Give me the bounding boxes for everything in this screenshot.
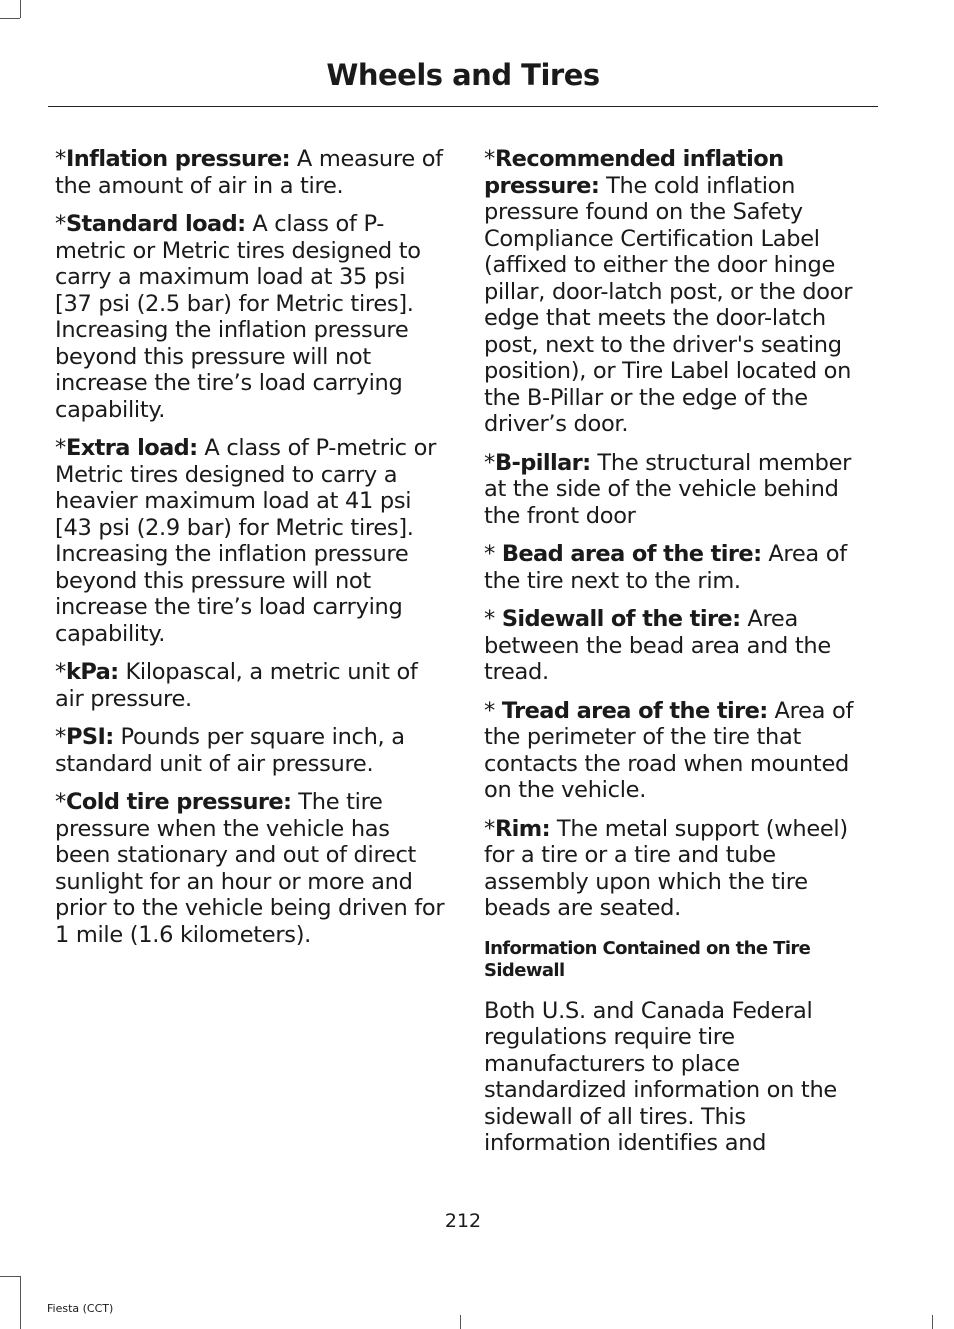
definition-entry [484, 816, 876, 922]
entry-prefix: * [55, 659, 66, 685]
entry-term: Cold tire pressure: [65, 789, 292, 815]
left-column [55, 146, 447, 960]
entry-text: A class of P-metric or Metric tires designed to carry a maximum load at 35 psi [37 psi (2.5 bar) for Metric tires]. Increasing the inflation pressure beyond this pressure will not increase the tire’s load carrying capability. [55, 211, 421, 423]
definition-entry [55, 146, 447, 199]
entry-term: Standard load: [65, 211, 246, 237]
entry-prefix: * [484, 697, 502, 724]
entry-text: The cold inflation pressure found on the Safety Compliance Certification Label (affixed to either the door hinge pillar, door-latch post, or the door edge that meets the door-latch post, next to the driver's seating position), or Tire Label located on the B-Pillar or the edge of the driver’s door. [484, 172, 853, 437]
entry-prefix: * [55, 146, 66, 172]
entry-prefix: * [484, 541, 502, 567]
entry-text: A measure of the amount of air in a tire. [55, 146, 443, 199]
section-body: Both U.S. and Canada Federal regulations require tire manufacturers to place standardized information on the sidewall of all tires. This information identifies and [484, 997, 837, 1156]
entry-prefix: * [484, 146, 495, 172]
definition-entry [484, 698, 876, 804]
entry-text: Area of the perimeter of the tire that contacts the road when mounted on the vehicle. [484, 697, 854, 803]
definition-entry [55, 789, 447, 948]
entry-prefix: * [484, 606, 502, 632]
entry-term: Sidewall of the tire: [501, 606, 741, 632]
entry-text: Kilopascal, a metric unit of air pressure. [55, 659, 418, 712]
crop-mark [20, 1276, 21, 1329]
entry-term: Recommended inflation pressure: [484, 146, 784, 199]
entry-term: kPa: [65, 659, 119, 685]
definition-entry [484, 606, 876, 686]
entry-text: Pounds per square inch, a standard unit of air pressure. [55, 724, 405, 777]
entry-prefix: * [55, 789, 66, 815]
definition-entry [484, 450, 876, 530]
entry-text: Area of the tire next to the rim. [484, 541, 847, 594]
crop-mark [0, 18, 20, 19]
entry-prefix: * [484, 449, 495, 476]
footer-model: Fiesta (CCT) [47, 1302, 114, 1315]
right-column [484, 146, 876, 1169]
definition-entry [55, 435, 447, 647]
page-title: Wheels and Tires [326, 58, 600, 92]
entry-text: Area between the bead area and the tread. [484, 606, 831, 685]
definition-entry [484, 146, 876, 438]
crop-mark [20, 0, 21, 18]
entry-term: Rim: [494, 815, 551, 842]
entry-term: Inflation pressure: [65, 146, 291, 172]
entry-prefix: * [55, 435, 66, 461]
header-rule [48, 106, 878, 107]
entry-prefix: * [55, 211, 66, 237]
entry-term: B-pillar: [494, 449, 591, 476]
entry-term: Bead area of the tire: [501, 541, 762, 567]
entry-text: The metal support (wheel) for a tire or a tire and tube assembly upon which the tire beads are seated. [484, 815, 848, 921]
entry-term: PSI: [65, 724, 114, 750]
section-heading: Information Contained on the Tire Sidewall [484, 937, 811, 981]
entry-text: The tire pressure when the vehicle has been stationary and out of direct sunlight for an hour or more and prior to the vehicle being driven for 1 mile (1.6 kilometers). [55, 789, 445, 948]
page-number: 212 [444, 1210, 482, 1232]
crop-mark [460, 1315, 461, 1329]
entry-text: A class of P-metric or Metric tires designed to carry a heavier maximum load at 41 psi [43 psi (2.9 bar) for Metric tires]. Increasing the inflation pressure beyond this pressure will not increase the tire’s load carrying capability. [55, 435, 437, 647]
entry-text: The structural member at the side of the vehicle behind the front door [484, 449, 852, 529]
definition-entry [55, 659, 447, 712]
entry-term: Tread area of the tire: [501, 697, 768, 724]
entry-prefix: * [55, 724, 66, 750]
crop-mark [0, 1276, 20, 1277]
definition-entry [55, 724, 447, 777]
crop-mark [932, 1315, 933, 1329]
entry-term: Extra load: [65, 435, 198, 461]
entry-prefix: * [484, 815, 495, 842]
definition-entry [484, 541, 876, 594]
definition-entry [55, 211, 447, 423]
